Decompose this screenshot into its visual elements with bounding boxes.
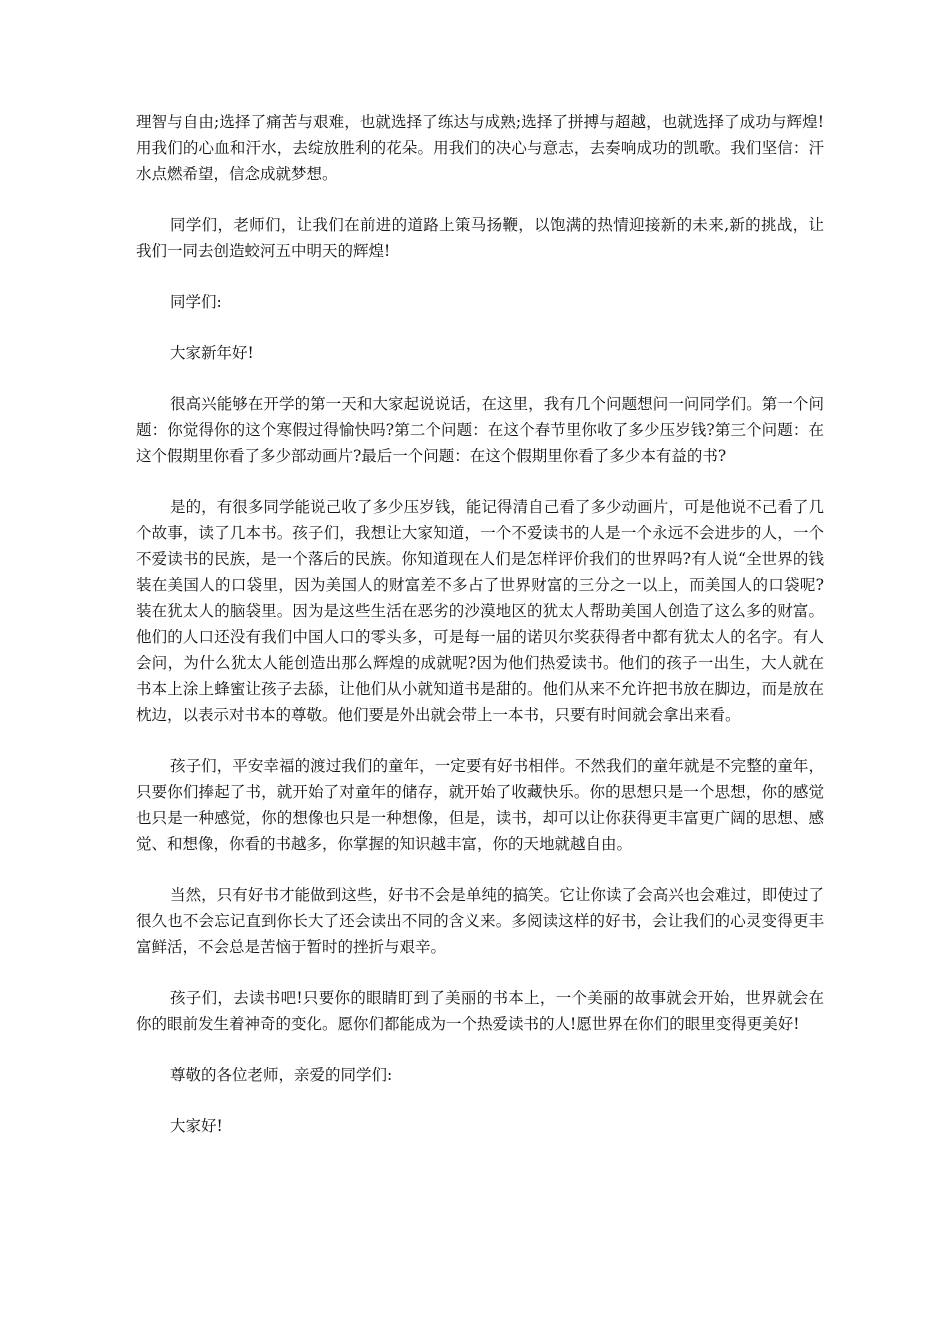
new-year-greeting: 大家新年好! bbox=[170, 344, 254, 362]
paragraph-childhood-books: 孩子们，平安幸福的渡过我们的童年，一定要有好书相伴。不然我们的童年就是不完整的童年，只要你们捧起了书，就开始了对童年的储存，就开始了收藏快乐。你的思想只是一个思想，你的感觉也只是一种感觉，你的想像也只是一种想像，但是，读书，却可以让你获得更丰富更广阔的思想、感觉、和想像，你看的书越多，你掌握的知识越丰富，你的天地就越自由。 bbox=[136, 757, 824, 853]
paragraph-questions: 很高兴能够在开学的第一天和大家起说说话，在这里，我有几个问题想问一问同学们。第一个问题：你觉得你的这个寒假过得愉快吗?第二个问题：在这个春节里你收了多少压岁钱?第三个问题：在这个假期里你看了多少部动画片?最后一个问题：在这个假期里你看了多少本有益的书? bbox=[136, 395, 824, 465]
document-body bbox=[136, 109, 824, 1164]
paragraph-go-read: 孩子们，去读书吧!只要你的眼睛盯到了美丽的书本上，一个美丽的故事就会开始，世界就会在你的眼前发生着神奇的变化。愿你们都能成为一个热爱读书的人!愿世界在你们的眼里变得更美好! bbox=[136, 989, 824, 1033]
salutation-teachers-students: 尊敬的各位老师，亲爱的同学们: bbox=[170, 1066, 393, 1084]
hello-everyone: 大家好! bbox=[170, 1117, 223, 1135]
paragraph-continuation: 理智与自由;选择了痛苦与艰难，也就选择了练达与成熟;选择了拼搏与超越，也就选择了成功与辉煌!用我们的心血和汗水，去绽放胜利的花朵。用我们的决心与意志，去奏响成功的凯歌。我们坚信：汗水点燃希望，信念成就梦想。 bbox=[136, 113, 824, 183]
paragraph-reading-importance: 是的，有很多同学能说己收了多少压岁钱，能记得清自己看了多少动画片，可是他说不己看了几个故事，读了几本书。孩子们，我想让大家知道，一个不爱读书的人是一个永远不会进步的人，一个不爱读书的民族，是一个落后的民族。你知道现在人们是怎样评价我们的世界吗?有人说“全世界的钱装在美国人的口袋里，因为美国人的财富差不多占了世界财富的三分之一以上，而美国人的口袋呢?装在犹太人的脑袋里。因为是这些生活在恶劣的沙漠地区的犹太人帮助美国人创造了这么多的财富。他们的人口还没有我们中国人口的零头多，可是每一届的诺贝尔奖获得者中都有犹太人的名字。有人会问，为什么犹太人能创造出那么辉煌的成就呢?因为他们热爱读书。他们的孩子一出生，大人就在书本上涂上蜂蜜让孩子去舔，让他们从小就知道书是甜的。他们从来不允许把书放在脚边，而是放在枕边，以表示对书本的尊敬。他们要是外出就会带上一本书，只要有时间就会拿出来看。 bbox=[136, 498, 824, 724]
greeting-students: 同学们: bbox=[170, 293, 222, 311]
paragraph-call-to-action: 同学们，老师们，让我们在前进的道路上策马扬鞭，以饱满的热情迎接新的未来,新的挑战，让我们一同去创造蛟河五中明天的辉煌! bbox=[136, 216, 824, 260]
paragraph-good-books: 当然，只有好书才能做到这些，好书不会是单纯的搞笑。它让你读了会高兴也会难过，即使过了很久也不会忘记直到你长大了还会读出不同的含义来。多阅读这样的好书，会让我们的心灵变得更丰富鲜活，不会总是苦恼于暂时的挫折与艰辛。 bbox=[136, 886, 824, 956]
